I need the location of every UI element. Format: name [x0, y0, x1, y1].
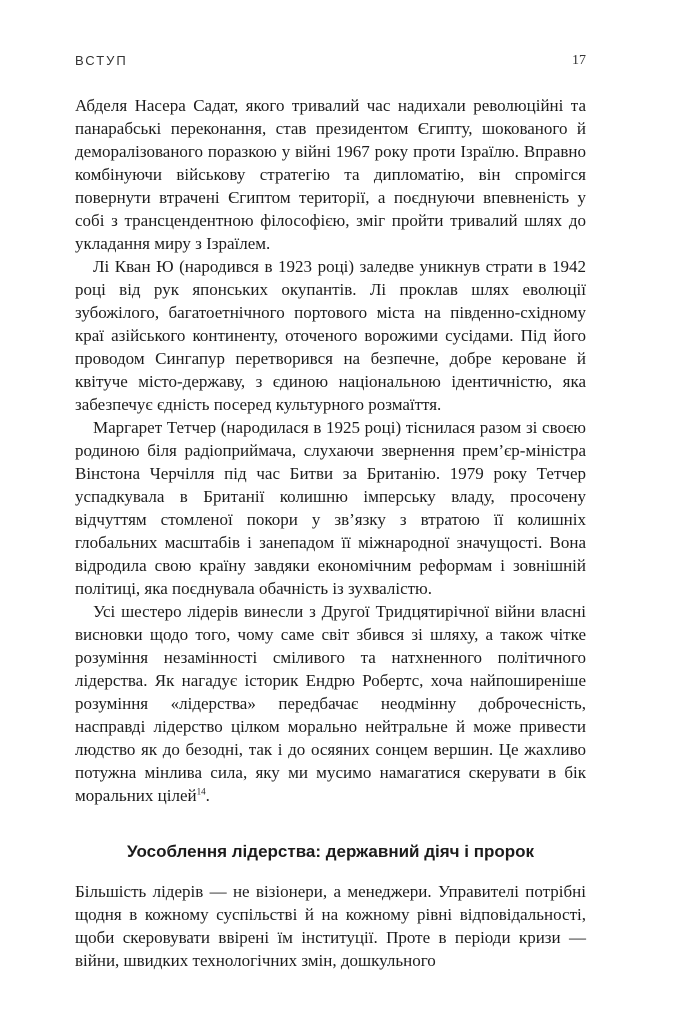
body-text [75, 94, 586, 972]
paragraph-sadat: Абделя Насера Садат, якого тривалий час надихали революційні та панарабські переконання, став президентом Єгипту, шокованого й деморалізованого поразкою у війні 1967 року проти Ізраїлю. Вправно комбінуючи військову стратегію та дипломатію, він спромігся повернути втрачені Єгиптом території, а поєднуючи впевненість у собі з трансцендентною філософією, зміг пройти тривалий шлях до укладання миру з Ізраїлем. [75, 96, 586, 253]
running-head: ВСТУП [75, 53, 128, 68]
footnote-reference: 14 [196, 786, 206, 797]
paragraph-six-leaders: Усі шестеро лідерів винесли з Другої Тридцятирічної війни власні висновки щодо того, чому саме світ збився зі шляху, а також чітке розуміння незамінності сміливого та натхненного політичного лідерства. Як нагадує історик Ендрю Робертс, хоча найпоширеніше розуміння «лідерства» передбачає неодмінну доброчесність, насправді лідерство цілком морально нейтральне й може привести людство як до безодні, так і до осяяних сонцем вершин. Це жахливо потужна мінлива сила, яку ми мусимо намагатися скерувати в бік моральних цілей$^{14}$. [75, 602, 586, 805]
paragraph-lee-kuan-yew: Лі Кван Ю (народився в 1923 році) заледве уникнув страти в 1942 році від рук японських окупантів. Лі проклав шлях еволюції зубожілого, багатоетнічного портового міста на південно-східному краї азійського континенту, оточеного ворожими сусідами. Під його проводом Сингапур перетворився на безпечне, добре кероване й квітуче місто-державу, з єдиною національною ідентичністю, яка забезпечує єдність посеред культурного розмаїття. [75, 257, 586, 414]
paragraph-six-leaders-text: Усі шестеро лідерів винесли з Другої Тридцятирічної війни власні висновки щодо того, чому саме світ збився зі шляху, а також чітке розуміння незамінності сміливого та натхненного політичного лідерства. Як нагадує історик Ендрю Робертс, хоча найпоширеніше розуміння «лідерства» передбачає неодмінну доброчесність, насправді лідерство цілком морально нейтральне й може привести людство як до безодні, так і до осяяних сонцем вершин. Це жахливо потужна мінлива сила, яку ми мусимо намагатися скерувати в бік моральних цілей [75, 602, 586, 805]
paragraph-managers: Більшість лідерів — не візіонери, а менеджери. Управителі потрібні щодня в кожному суспільстві й на кожному рівні відповідальності, щоби скеровувати ввірені їм інституції. Проте в періоди кризи — війни, швидких технологічних змін, дошкульного [75, 882, 586, 970]
page-number: 17 [572, 53, 586, 68]
section-heading: Уособлення лідерства: державний діяч і пророк [126, 842, 535, 861]
paragraph-thatcher: Маргарет Тетчер (народилася в 1925 році) тіснилася разом зі своєю родиною біля радіоприймача, слухаючи звернення прем’єр-міністра Вінстона Черчілля під час Битви за Британію. 1979 року Тетчер успадкувала в Британії колишню імперську владу, просочену відчуттям стомленої покори у зв’язку з втратою її колишніх глобальних масштабів і занепадом її міжнародної значущості. Вона відродила свою країну завдяки економічним реформам і зовнішній політиці, яка поєднувала обачність із зухвалістю. [75, 418, 586, 598]
